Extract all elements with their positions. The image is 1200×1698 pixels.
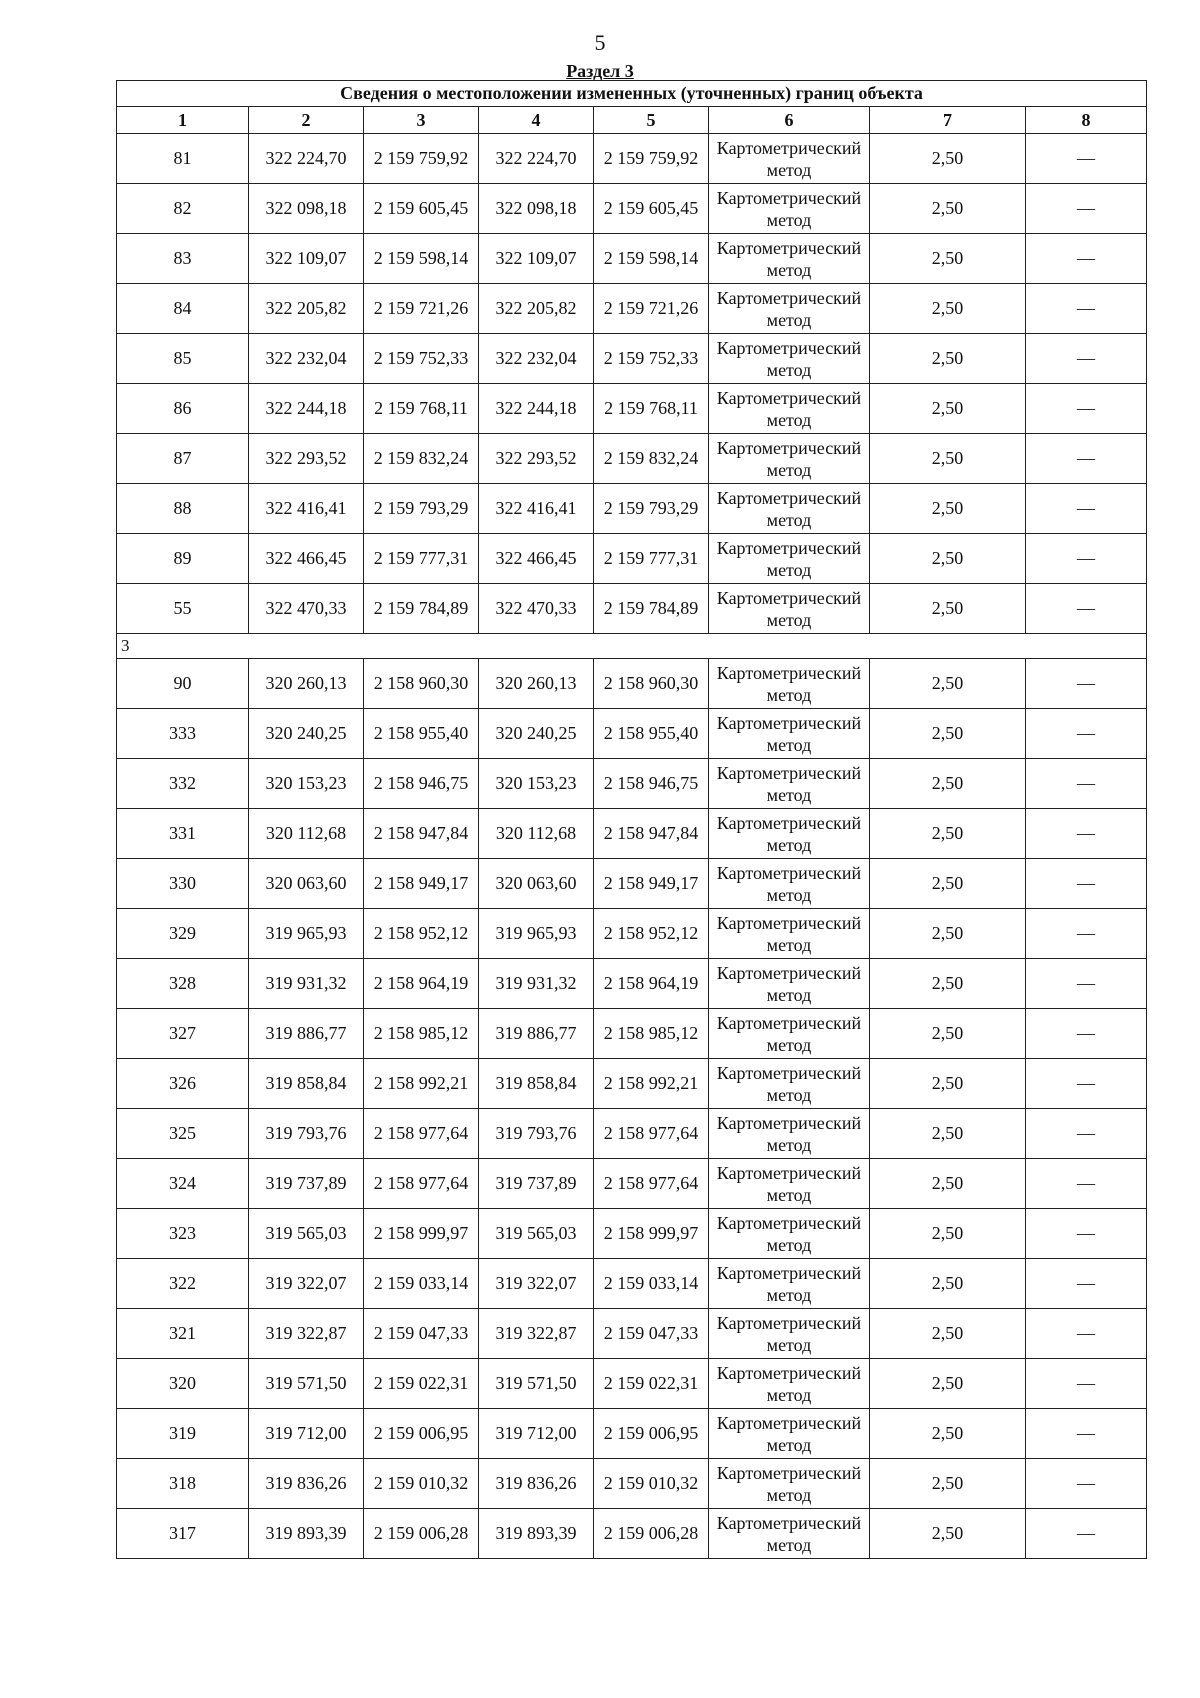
existing-x-cell: 322 232,04 (249, 334, 364, 384)
column-number: 7 (870, 107, 1026, 134)
method-cell: Картометрический метод (709, 1209, 870, 1259)
point-number-cell: 322 (117, 1259, 249, 1309)
existing-y-cell: 2 159 752,33 (364, 334, 479, 384)
updated-y-cell: 2 159 605,45 (594, 184, 709, 234)
table-row (117, 384, 1147, 434)
existing-y-cell: 2 158 992,21 (364, 1059, 479, 1109)
point-number-cell: 319 (117, 1409, 249, 1459)
table-row (117, 484, 1147, 534)
table-row (117, 1059, 1147, 1109)
updated-x-cell: 322 205,82 (479, 284, 594, 334)
table-row (117, 534, 1147, 584)
accuracy-cell: 2,50 (870, 809, 1026, 859)
updated-x-cell: 322 470,33 (479, 584, 594, 634)
existing-x-cell: 322 416,41 (249, 484, 364, 534)
existing-x-cell: 319 565,03 (249, 1209, 364, 1259)
point-number-cell: 325 (117, 1109, 249, 1159)
table-row (117, 284, 1147, 334)
existing-y-cell: 2 158 985,12 (364, 1009, 479, 1059)
existing-y-cell: 2 158 964,19 (364, 959, 479, 1009)
existing-x-cell: 319 886,77 (249, 1009, 364, 1059)
note-cell: — (1026, 384, 1147, 434)
table-row (117, 334, 1147, 384)
accuracy-cell: 2,50 (870, 759, 1026, 809)
updated-y-cell: 2 159 777,31 (594, 534, 709, 584)
updated-y-cell: 2 159 010,32 (594, 1459, 709, 1509)
point-number-cell: 327 (117, 1009, 249, 1059)
note-cell: — (1026, 1259, 1147, 1309)
method-cell: Картометрический метод (709, 334, 870, 384)
method-cell: Картометрический метод (709, 384, 870, 434)
updated-x-cell: 319 965,93 (479, 909, 594, 959)
existing-y-cell: 2 159 777,31 (364, 534, 479, 584)
existing-x-cell: 322 293,52 (249, 434, 364, 484)
table-row (117, 1259, 1147, 1309)
table-body (117, 134, 1147, 1559)
method-cell: Картометрический метод (709, 1309, 870, 1359)
method-cell: Картометрический метод (709, 134, 870, 184)
note-cell: — (1026, 1159, 1147, 1209)
method-cell: Картометрический метод (709, 709, 870, 759)
note-cell: — (1026, 1309, 1147, 1359)
updated-y-cell: 2 159 832,24 (594, 434, 709, 484)
note-cell: — (1026, 909, 1147, 959)
table-row (117, 1509, 1147, 1559)
updated-y-cell: 2 158 964,19 (594, 959, 709, 1009)
point-number-cell: 82 (117, 184, 249, 234)
updated-x-cell: 320 260,13 (479, 659, 594, 709)
note-cell: — (1026, 859, 1147, 909)
existing-y-cell: 2 159 768,11 (364, 384, 479, 434)
table-row (117, 1159, 1147, 1209)
existing-y-cell: 2 159 006,95 (364, 1409, 479, 1459)
method-cell: Картометрический метод (709, 184, 870, 234)
point-number-cell: 328 (117, 959, 249, 1009)
updated-y-cell: 2 159 006,95 (594, 1409, 709, 1459)
page-number: 5 (594, 30, 606, 55)
method-cell: Картометрический метод (709, 234, 870, 284)
column-number: 2 (249, 107, 364, 134)
existing-x-cell: 320 153,23 (249, 759, 364, 809)
table-row (117, 1309, 1147, 1359)
updated-x-cell: 319 886,77 (479, 1009, 594, 1059)
existing-x-cell: 322 205,82 (249, 284, 364, 334)
note-cell: — (1026, 534, 1147, 584)
accuracy-cell: 2,50 (870, 384, 1026, 434)
note-cell: — (1026, 584, 1147, 634)
accuracy-cell: 2,50 (870, 1359, 1026, 1409)
existing-y-cell: 2 158 999,97 (364, 1209, 479, 1259)
accuracy-cell: 2,50 (870, 284, 1026, 334)
point-number-cell: 321 (117, 1309, 249, 1359)
updated-y-cell: 2 159 752,33 (594, 334, 709, 384)
existing-y-cell: 2 159 006,28 (364, 1509, 479, 1559)
table-row (117, 1409, 1147, 1459)
updated-y-cell: 2 158 999,97 (594, 1209, 709, 1259)
table-row (117, 1459, 1147, 1509)
point-number-cell: 318 (117, 1459, 249, 1509)
existing-x-cell: 319 793,76 (249, 1109, 364, 1159)
note-cell: — (1026, 1509, 1147, 1559)
table-row (117, 659, 1147, 709)
existing-x-cell: 319 836,26 (249, 1459, 364, 1509)
accuracy-cell: 2,50 (870, 1159, 1026, 1209)
table-row (117, 584, 1147, 634)
column-number-row (117, 107, 1147, 134)
accuracy-cell: 2,50 (870, 484, 1026, 534)
existing-y-cell: 2 159 721,26 (364, 284, 479, 334)
updated-y-cell: 2 158 992,21 (594, 1059, 709, 1109)
note-cell: — (1026, 1359, 1147, 1409)
note-cell: — (1026, 184, 1147, 234)
existing-x-cell: 319 858,84 (249, 1059, 364, 1109)
note-cell: — (1026, 484, 1147, 534)
existing-y-cell: 2 158 949,17 (364, 859, 479, 909)
table-row (117, 1109, 1147, 1159)
updated-x-cell: 322 293,52 (479, 434, 594, 484)
updated-y-cell: 2 158 949,17 (594, 859, 709, 909)
note-cell: — (1026, 1209, 1147, 1259)
column-number: 5 (594, 107, 709, 134)
section-title: Раздел 3 (566, 61, 634, 81)
updated-x-cell: 320 112,68 (479, 809, 594, 859)
existing-y-cell: 2 159 022,31 (364, 1359, 479, 1409)
existing-x-cell: 320 240,25 (249, 709, 364, 759)
updated-x-cell: 322 232,04 (479, 334, 594, 384)
point-number-cell: 84 (117, 284, 249, 334)
accuracy-cell: 2,50 (870, 659, 1026, 709)
existing-y-cell: 2 158 947,84 (364, 809, 479, 859)
existing-y-cell: 2 158 946,75 (364, 759, 479, 809)
accuracy-cell: 2,50 (870, 534, 1026, 584)
note-cell: — (1026, 1059, 1147, 1109)
updated-x-cell: 322 098,18 (479, 184, 594, 234)
accuracy-cell: 2,50 (870, 1209, 1026, 1259)
accuracy-cell: 2,50 (870, 959, 1026, 1009)
contour-label: 3 (117, 634, 1147, 659)
table-row (117, 759, 1147, 809)
updated-y-cell: 2 158 955,40 (594, 709, 709, 759)
point-number-cell: 317 (117, 1509, 249, 1559)
accuracy-cell: 2,50 (870, 909, 1026, 959)
existing-y-cell: 2 158 977,64 (364, 1159, 479, 1209)
updated-y-cell: 2 159 784,89 (594, 584, 709, 634)
note-cell: — (1026, 659, 1147, 709)
existing-x-cell: 319 322,87 (249, 1309, 364, 1359)
table-row (117, 134, 1147, 184)
updated-y-cell: 2 159 793,29 (594, 484, 709, 534)
table-row (117, 234, 1147, 284)
accuracy-cell: 2,50 (870, 1459, 1026, 1509)
existing-x-cell: 320 063,60 (249, 859, 364, 909)
method-cell: Картометрический метод (709, 484, 870, 534)
updated-x-cell: 319 793,76 (479, 1109, 594, 1159)
updated-x-cell: 320 153,23 (479, 759, 594, 809)
method-cell: Картометрический метод (709, 584, 870, 634)
accuracy-cell: 2,50 (870, 1309, 1026, 1359)
column-number: 3 (364, 107, 479, 134)
existing-x-cell: 319 712,00 (249, 1409, 364, 1459)
updated-x-cell: 319 322,87 (479, 1309, 594, 1359)
accuracy-cell: 2,50 (870, 709, 1026, 759)
point-number-cell: 332 (117, 759, 249, 809)
existing-x-cell: 319 931,32 (249, 959, 364, 1009)
existing-x-cell: 322 224,70 (249, 134, 364, 184)
updated-x-cell: 320 063,60 (479, 859, 594, 909)
method-cell: Картометрический метод (709, 1109, 870, 1159)
updated-y-cell: 2 158 947,84 (594, 809, 709, 859)
note-cell: — (1026, 1459, 1147, 1509)
point-number-cell: 333 (117, 709, 249, 759)
updated-y-cell: 2 159 033,14 (594, 1259, 709, 1309)
existing-x-cell: 320 112,68 (249, 809, 364, 859)
existing-x-cell: 322 244,18 (249, 384, 364, 434)
method-cell: Картометрический метод (709, 1159, 870, 1209)
existing-y-cell: 2 159 033,14 (364, 1259, 479, 1309)
method-cell: Картометрический метод (709, 759, 870, 809)
updated-y-cell: 2 158 952,12 (594, 909, 709, 959)
accuracy-cell: 2,50 (870, 234, 1026, 284)
existing-x-cell: 319 571,50 (249, 1359, 364, 1409)
note-cell: — (1026, 809, 1147, 859)
updated-y-cell: 2 159 759,92 (594, 134, 709, 184)
updated-x-cell: 322 224,70 (479, 134, 594, 184)
existing-y-cell: 2 159 793,29 (364, 484, 479, 534)
point-number-cell: 323 (117, 1209, 249, 1259)
updated-x-cell: 319 931,32 (479, 959, 594, 1009)
updated-x-cell: 319 836,26 (479, 1459, 594, 1509)
existing-y-cell: 2 158 960,30 (364, 659, 479, 709)
note-cell: — (1026, 284, 1147, 334)
point-number-cell: 87 (117, 434, 249, 484)
existing-y-cell: 2 159 605,45 (364, 184, 479, 234)
table-row (117, 1359, 1147, 1409)
existing-x-cell: 322 098,18 (249, 184, 364, 234)
accuracy-cell: 2,50 (870, 334, 1026, 384)
updated-y-cell: 2 158 946,75 (594, 759, 709, 809)
method-cell: Картометрический метод (709, 534, 870, 584)
note-cell: — (1026, 709, 1147, 759)
column-number: 8 (1026, 107, 1147, 134)
existing-y-cell: 2 159 784,89 (364, 584, 479, 634)
note-cell: — (1026, 234, 1147, 284)
updated-y-cell: 2 159 006,28 (594, 1509, 709, 1559)
existing-x-cell: 319 737,89 (249, 1159, 364, 1209)
table-row (117, 809, 1147, 859)
updated-x-cell: 319 712,00 (479, 1409, 594, 1459)
method-cell: Картометрический метод (709, 859, 870, 909)
point-number-cell: 86 (117, 384, 249, 434)
method-cell: Картометрический метод (709, 809, 870, 859)
existing-x-cell: 322 109,07 (249, 234, 364, 284)
note-cell: — (1026, 1409, 1147, 1459)
updated-x-cell: 320 240,25 (479, 709, 594, 759)
point-number-cell: 88 (117, 484, 249, 534)
updated-y-cell: 2 159 047,33 (594, 1309, 709, 1359)
table-row (117, 909, 1147, 959)
method-cell: Картометрический метод (709, 1009, 870, 1059)
updated-y-cell: 2 159 022,31 (594, 1359, 709, 1409)
method-cell: Картометрический метод (709, 1409, 870, 1459)
accuracy-cell: 2,50 (870, 859, 1026, 909)
accuracy-cell: 2,50 (870, 1509, 1026, 1559)
updated-y-cell: 2 158 985,12 (594, 1009, 709, 1059)
existing-y-cell: 2 158 952,12 (364, 909, 479, 959)
contour-group-row (117, 634, 1147, 659)
point-number-cell: 326 (117, 1059, 249, 1109)
existing-y-cell: 2 159 047,33 (364, 1309, 479, 1359)
updated-x-cell: 319 858,84 (479, 1059, 594, 1109)
point-number-cell: 85 (117, 334, 249, 384)
note-cell: — (1026, 959, 1147, 1009)
method-cell: Картометрический метод (709, 1359, 870, 1409)
existing-x-cell: 319 893,39 (249, 1509, 364, 1559)
updated-x-cell: 322 244,18 (479, 384, 594, 434)
updated-y-cell: 2 158 960,30 (594, 659, 709, 709)
accuracy-cell: 2,50 (870, 184, 1026, 234)
accuracy-cell: 2,50 (870, 1109, 1026, 1159)
note-cell: — (1026, 334, 1147, 384)
method-cell: Картометрический метод (709, 1509, 870, 1559)
method-cell: Картометрический метод (709, 659, 870, 709)
accuracy-cell: 2,50 (870, 1259, 1026, 1309)
note-cell: — (1026, 1009, 1147, 1059)
updated-x-cell: 319 565,03 (479, 1209, 594, 1259)
point-number-cell: 81 (117, 134, 249, 184)
table-row (117, 709, 1147, 759)
point-number-cell: 83 (117, 234, 249, 284)
table-row (117, 184, 1147, 234)
accuracy-cell: 2,50 (870, 1409, 1026, 1459)
table-row (117, 434, 1147, 484)
existing-x-cell: 322 470,33 (249, 584, 364, 634)
updated-y-cell: 2 159 768,11 (594, 384, 709, 434)
accuracy-cell: 2,50 (870, 584, 1026, 634)
updated-x-cell: 319 893,39 (479, 1509, 594, 1559)
existing-y-cell: 2 159 598,14 (364, 234, 479, 284)
updated-x-cell: 319 322,07 (479, 1259, 594, 1309)
updated-x-cell: 322 416,41 (479, 484, 594, 534)
accuracy-cell: 2,50 (870, 134, 1026, 184)
updated-x-cell: 319 737,89 (479, 1159, 594, 1209)
method-cell: Картометрический метод (709, 909, 870, 959)
updated-x-cell: 319 571,50 (479, 1359, 594, 1409)
accuracy-cell: 2,50 (870, 434, 1026, 484)
note-cell: — (1026, 759, 1147, 809)
note-cell: — (1026, 134, 1147, 184)
table-row (117, 1209, 1147, 1259)
method-cell: Картометрический метод (709, 1259, 870, 1309)
point-number-cell: 55 (117, 584, 249, 634)
method-cell: Картометрический метод (709, 959, 870, 1009)
point-number-cell: 331 (117, 809, 249, 859)
table-row (117, 959, 1147, 1009)
method-cell: Картометрический метод (709, 1459, 870, 1509)
existing-y-cell: 2 159 832,24 (364, 434, 479, 484)
existing-y-cell: 2 158 955,40 (364, 709, 479, 759)
existing-x-cell: 322 466,45 (249, 534, 364, 584)
existing-x-cell: 319 965,93 (249, 909, 364, 959)
point-number-cell: 330 (117, 859, 249, 909)
point-number-cell: 324 (117, 1159, 249, 1209)
updated-x-cell: 322 109,07 (479, 234, 594, 284)
point-number-cell: 89 (117, 534, 249, 584)
column-number: 6 (709, 107, 870, 134)
existing-y-cell: 2 159 010,32 (364, 1459, 479, 1509)
method-cell: Картометрический метод (709, 434, 870, 484)
accuracy-cell: 2,50 (870, 1009, 1026, 1059)
table-row (117, 859, 1147, 909)
point-number-cell: 329 (117, 909, 249, 959)
accuracy-cell: 2,50 (870, 1059, 1026, 1109)
existing-x-cell: 319 322,07 (249, 1259, 364, 1309)
table-row (117, 1009, 1147, 1059)
point-number-cell: 320 (117, 1359, 249, 1409)
updated-y-cell: 2 159 721,26 (594, 284, 709, 334)
boundary-coordinates-table (116, 80, 1147, 1559)
existing-y-cell: 2 159 759,92 (364, 134, 479, 184)
table-caption: Сведения о местоположении измененных (уточненных) границ объекта (117, 81, 1147, 107)
column-number: 4 (479, 107, 594, 134)
method-cell: Картометрический метод (709, 1059, 870, 1109)
updated-y-cell: 2 159 598,14 (594, 234, 709, 284)
method-cell: Картометрический метод (709, 284, 870, 334)
updated-y-cell: 2 158 977,64 (594, 1109, 709, 1159)
updated-x-cell: 322 466,45 (479, 534, 594, 584)
updated-y-cell: 2 158 977,64 (594, 1159, 709, 1209)
column-number: 1 (117, 107, 249, 134)
existing-y-cell: 2 158 977,64 (364, 1109, 479, 1159)
note-cell: — (1026, 434, 1147, 484)
note-cell: — (1026, 1109, 1147, 1159)
existing-x-cell: 320 260,13 (249, 659, 364, 709)
point-number-cell: 90 (117, 659, 249, 709)
